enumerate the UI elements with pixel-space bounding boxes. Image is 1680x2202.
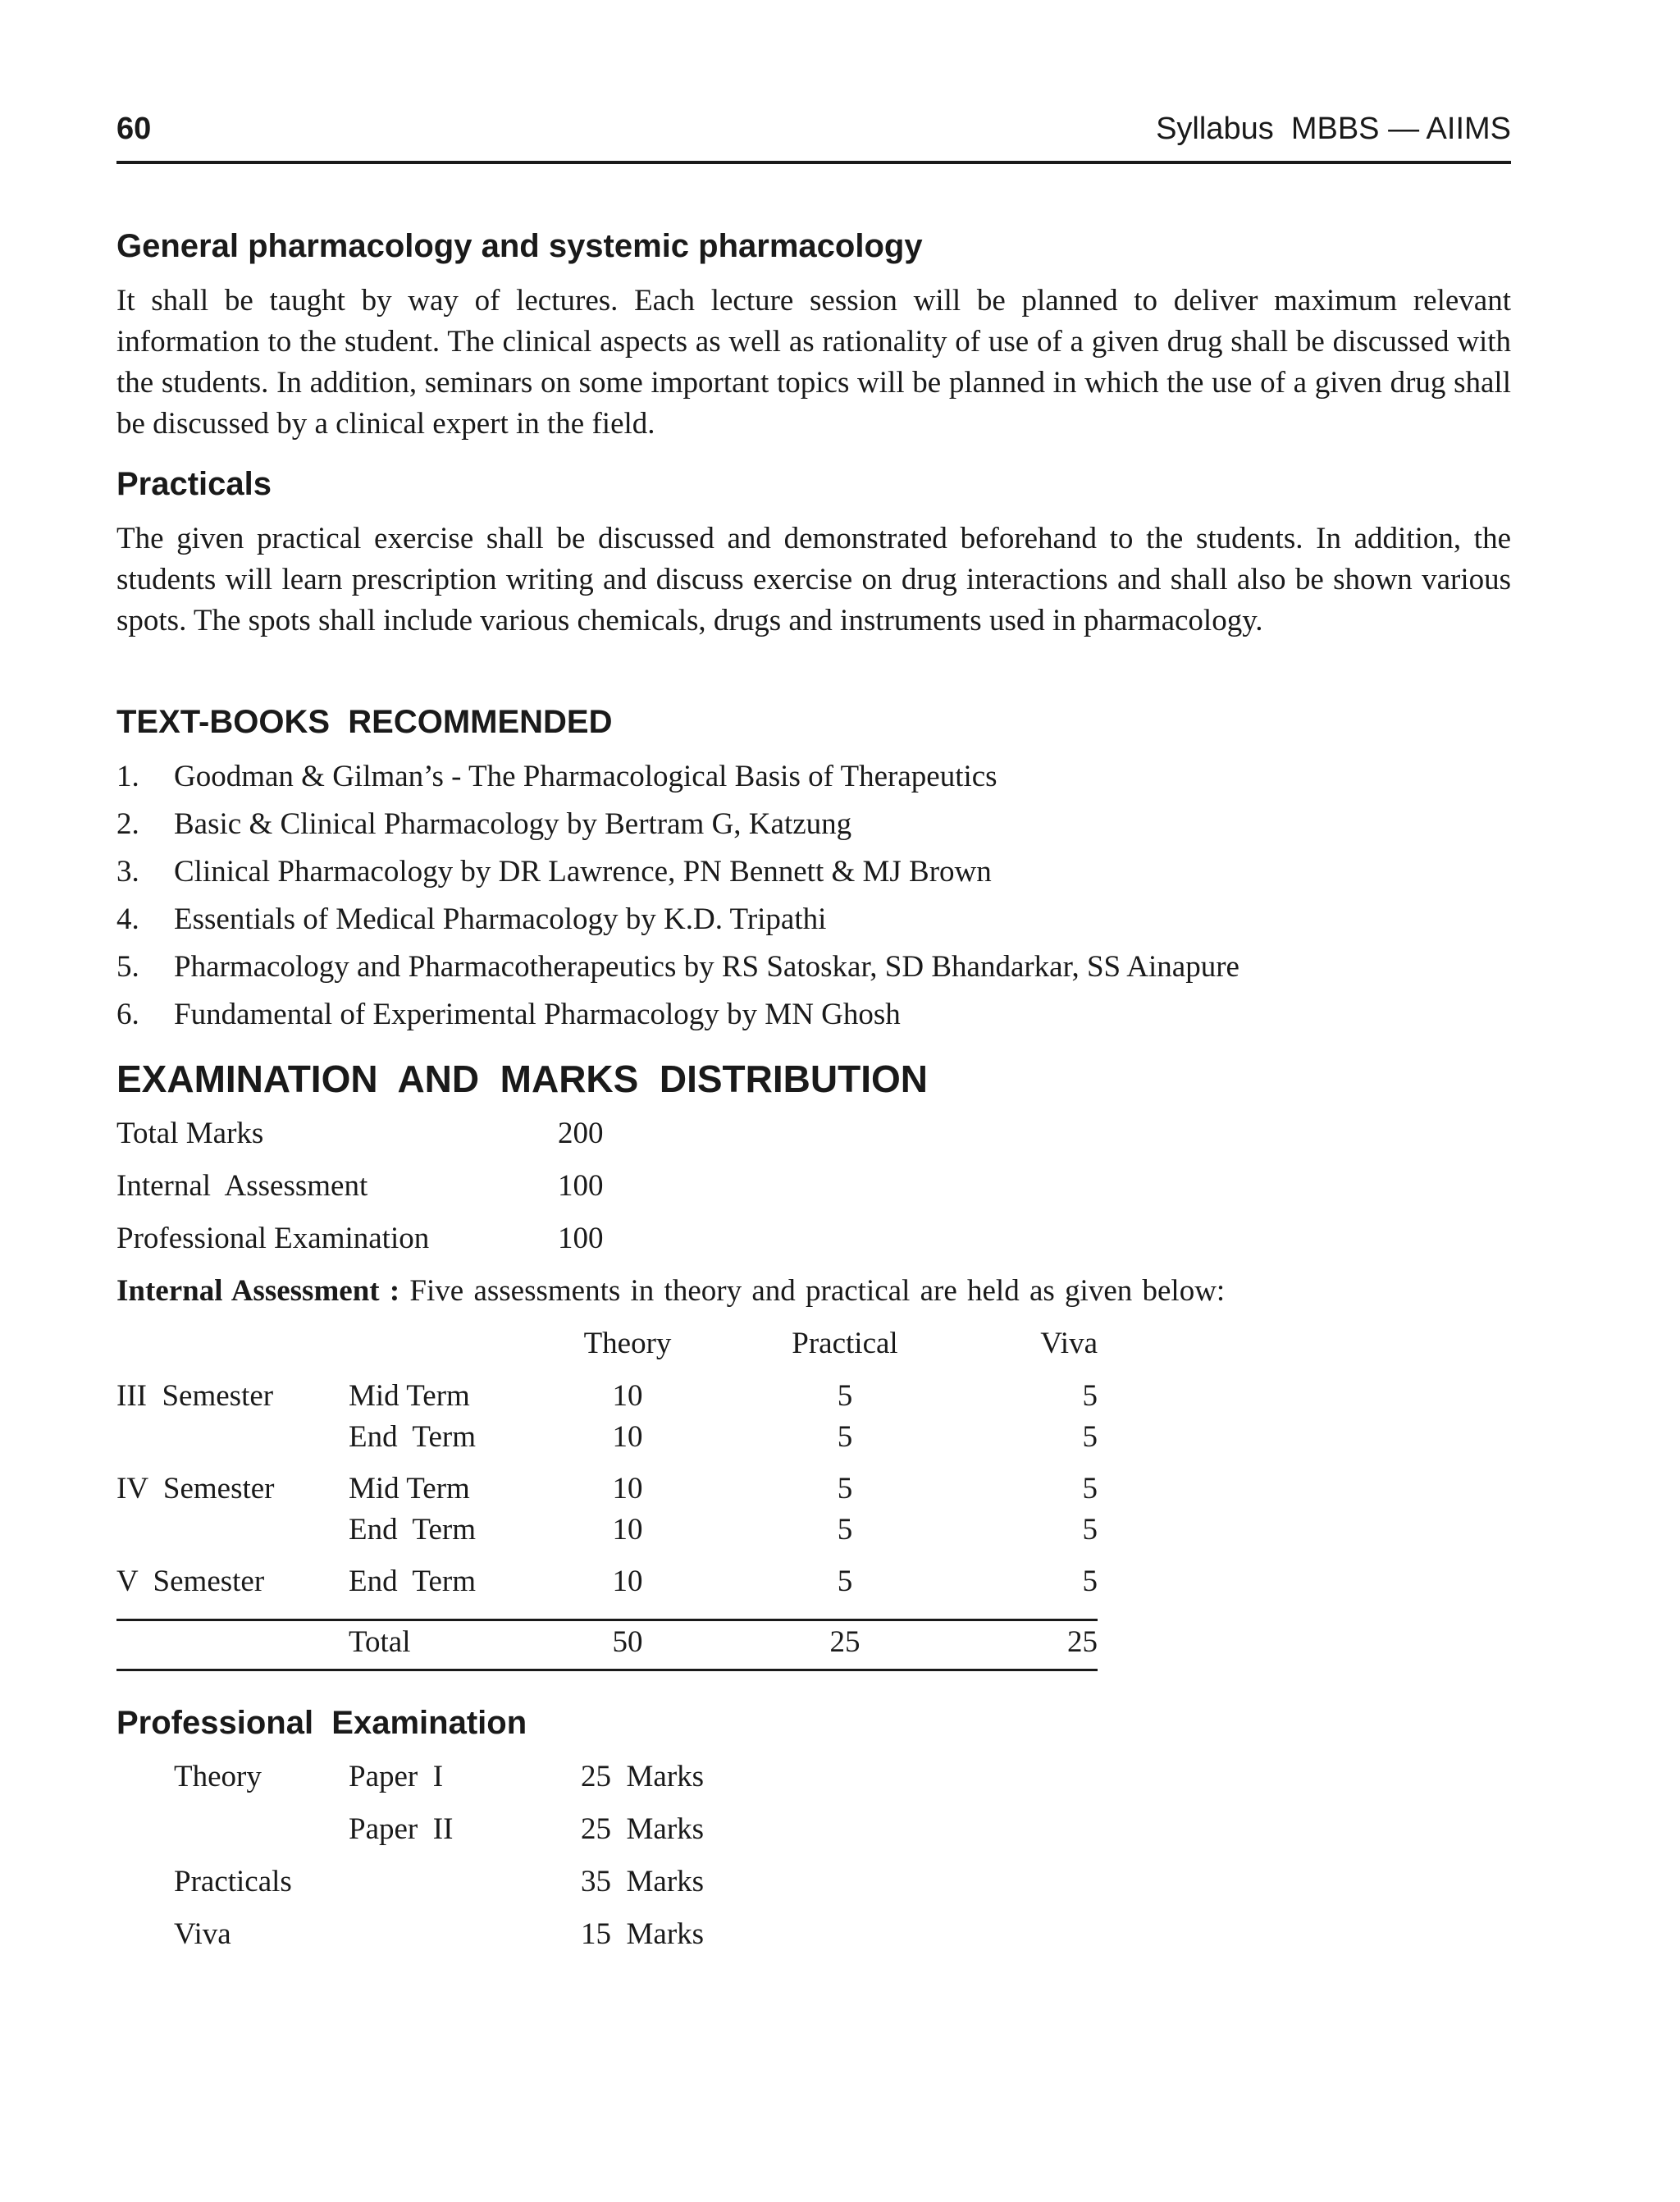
- list-item: [116, 801, 1511, 848]
- row-theory: 10: [612, 1513, 643, 1546]
- prof-marks: 25 Marks: [581, 1760, 705, 1793]
- row-viva: 5: [1082, 1565, 1098, 1598]
- list-item-number: 5.: [116, 950, 139, 984]
- summary-value-professional: 100: [558, 1222, 604, 1255]
- list-item-text: Fundamental of Experimental Pharmacology by MN Ghosh: [174, 998, 901, 1031]
- row-viva: 5: [1082, 1379, 1098, 1413]
- list-item: [116, 848, 1511, 896]
- row-theory: 10: [612, 1420, 643, 1454]
- list-item: [116, 943, 1511, 991]
- professional-exam-heading: Professional Examination: [116, 1705, 527, 1741]
- prof-marks: 15 Marks: [581, 1917, 705, 1951]
- row-theory: 10: [612, 1472, 643, 1505]
- list-item-number: 4.: [116, 902, 139, 936]
- list-item-text: Essentials of Medical Pharmacology by K.D. Tripathi: [174, 902, 827, 936]
- exam-heading: EXAMINATION AND MARKS DISTRIBUTION: [116, 1058, 928, 1100]
- row-practical: 5: [837, 1420, 853, 1454]
- prof-category: Theory: [174, 1760, 262, 1793]
- col-header-practical: Practical: [792, 1327, 898, 1360]
- list-item-number: 6.: [116, 998, 139, 1031]
- row-semester: IV Semester: [116, 1472, 275, 1505]
- total-viva: 25: [1067, 1625, 1098, 1659]
- summary-label-professional: Professional Examination: [116, 1222, 430, 1255]
- row-theory: 10: [612, 1565, 643, 1598]
- total-label: Total: [349, 1625, 411, 1659]
- row-term: End Term: [349, 1513, 476, 1546]
- row-semester: III Semester: [116, 1379, 274, 1413]
- summary-value-total: 200: [558, 1117, 604, 1150]
- prof-category: Practicals: [174, 1865, 292, 1898]
- row-term: Mid Term: [349, 1379, 470, 1413]
- list-item-text: Pharmacology and Pharmacotherapeutics by RS Satoskar, SD Bhandarkar, SS Ainapure: [174, 950, 1239, 984]
- list-item: [116, 753, 1511, 801]
- row-term: Mid Term: [349, 1472, 470, 1505]
- row-practical: 5: [837, 1379, 853, 1413]
- col-header-viva: Viva: [1040, 1327, 1098, 1360]
- col-header-theory: Theory: [583, 1327, 672, 1360]
- row-theory: 10: [612, 1379, 643, 1413]
- internal-assessment-label: Internal Assessment :: [116, 1274, 400, 1308]
- prof-category: Viva: [174, 1917, 231, 1951]
- page-number: 60: [116, 112, 152, 146]
- row-practical: 5: [837, 1513, 853, 1546]
- practicals-heading: Practicals: [116, 466, 272, 502]
- list-item-number: 1.: [116, 760, 139, 793]
- row-viva: 5: [1082, 1420, 1098, 1454]
- list-item: [116, 896, 1511, 943]
- total-theory: 50: [612, 1625, 643, 1659]
- internal-assessment-text: Five assessments in theory and practical are held as given below:: [399, 1274, 1226, 1308]
- list-item-text: Clinical Pharmacology by DR Lawrence, PN Bennett & MJ Brown: [174, 855, 992, 889]
- row-viva: 5: [1082, 1513, 1098, 1546]
- row-semester: V Semester: [116, 1565, 265, 1598]
- list-item-number: 2.: [116, 807, 139, 841]
- running-title: Syllabus MBBS — AIIMS: [1156, 112, 1511, 146]
- textbook-list: [116, 753, 1511, 1039]
- row-term: End Term: [349, 1565, 476, 1598]
- table-rule-top: [116, 1619, 1098, 1621]
- practicals-paragraph: The given practical exercise shall be discussed and demonstrated beforehand to the students. In addition, the students will learn prescription writing and discuss exercise on drug interactions and shall also be shown various spots. The spots shall include various chemicals, drugs and instruments used in pharmacology.: [116, 522, 1511, 637]
- prof-marks: 25 Marks: [581, 1812, 705, 1846]
- row-practical: 5: [837, 1565, 853, 1598]
- general-pharmacology-heading: General pharmacology and systemic pharmacology: [116, 228, 923, 264]
- internal-assessment-intro: [116, 1273, 1225, 1309]
- textbooks-heading: TEXT-BOOKS RECOMMENDED: [116, 704, 613, 740]
- prof-paper: Paper II: [349, 1812, 454, 1846]
- list-item: [116, 991, 1511, 1039]
- prof-marks: 35 Marks: [581, 1865, 705, 1898]
- row-viva: 5: [1082, 1472, 1098, 1505]
- summary-label-internal: Internal Assessment: [116, 1169, 368, 1203]
- page-header: [116, 110, 1511, 164]
- summary-label-total: Total Marks: [116, 1117, 264, 1150]
- list-item-text: Goodman & Gilman’s - The Pharmacological Basis of Therapeutics: [174, 760, 998, 793]
- row-practical: 5: [837, 1472, 853, 1505]
- summary-value-internal: 100: [558, 1169, 604, 1203]
- list-item-text: Basic & Clinical Pharmacology by Bertram G, Katzung: [174, 807, 852, 841]
- list-item-number: 3.: [116, 855, 139, 889]
- total-practical: 25: [829, 1625, 861, 1659]
- general-pharmacology-paragraph: It shall be taught by way of lectures. Each lecture session will be planned to deliver maximum relevant information to the student. The clinical aspects as well as rationality of use of a given drug shall be discussed with the students. In addition, seminars on some important topics will be planned in which the use of a given drug shall be discussed by a clinical expert in the field.: [116, 284, 1511, 441]
- row-term: End Term: [349, 1420, 476, 1454]
- prof-paper: Paper I: [349, 1760, 444, 1793]
- table-rule-bottom: [116, 1669, 1098, 1671]
